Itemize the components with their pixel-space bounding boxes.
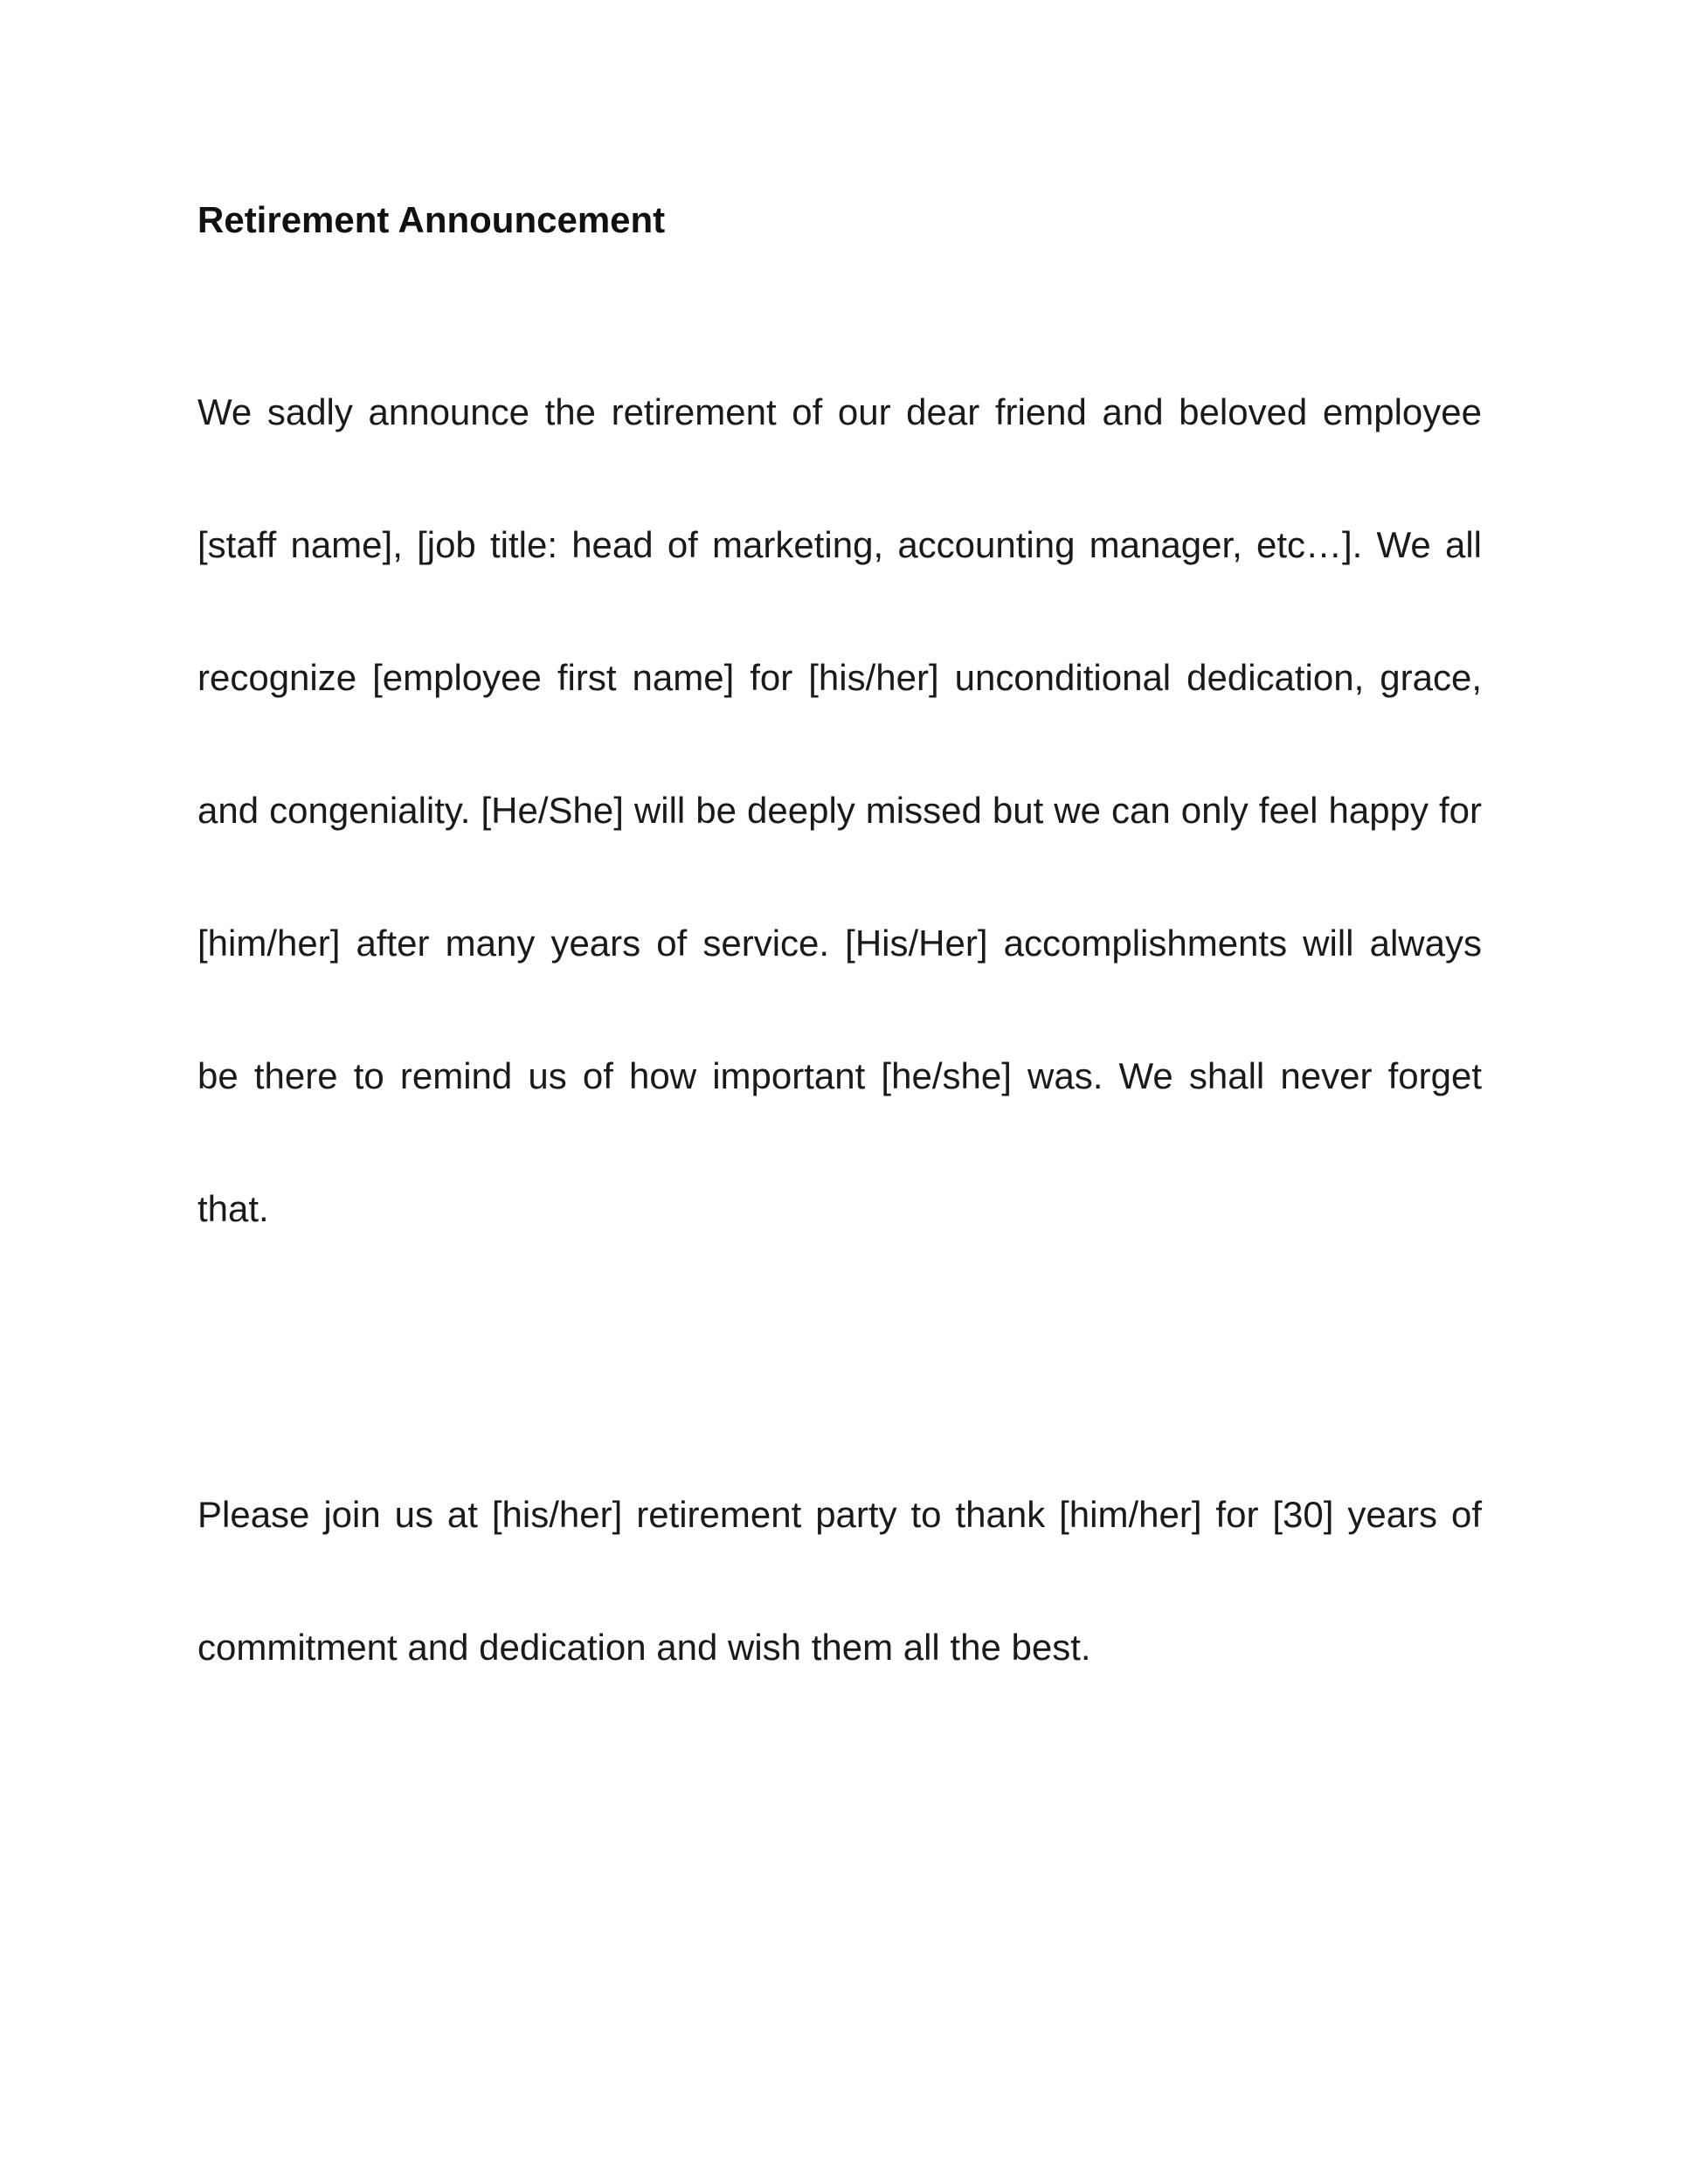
announcement-paragraph: We sadly announce the retirement of our dear friend and beloved employee [staff name], [job title: head of marketing, accounting manager, etc…]. We all recognize [employee first name] for [his/her] unconditional dedication, grace, and congeniality. [He/She] will be deeply missed but we can only feel happy for [him/her] after many years of service. [His/Her] accomplishments will always be there to remind us of how important [he/she] was. We shall never forget that. — [197, 391, 1482, 1229]
document-title: Retirement Announcement — [197, 199, 666, 240]
invitation-paragraph: Please join us at [his/her] retirement party to thank [him/her] for [30] years of commitment and dedication and wish them all the best. — [197, 1494, 1482, 1668]
document-body — [197, 194, 1482, 1714]
